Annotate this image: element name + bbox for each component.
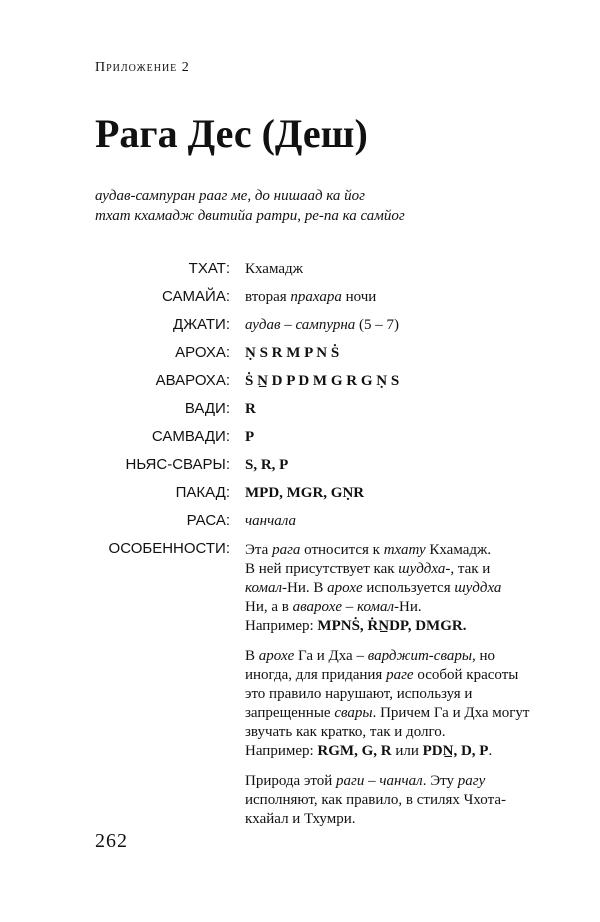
value-aroha: Ṇ S R M P N Ṡ	[245, 345, 340, 361]
features-paragraph-1: Эта рага относится к тхату Кхамадж. В ней присутствует как шуддха-, так и комал-Ни. В арохе используется шуддха Ни, а в аварохе – комал-Ни. Например: MPNṠ, ṘN̲DP, DMGR.	[245, 542, 502, 634]
label-pakad: ПАКАД:	[175, 484, 230, 501]
value-thaat: Кхамадж	[245, 261, 304, 277]
label-aroha: АРОХА:	[175, 344, 230, 361]
row-samvadi	[95, 424, 255, 450]
row-nyas-svara	[95, 452, 289, 478]
label-avaroha: АВАРОХА:	[155, 372, 230, 389]
label-jati: ДЖАТИ:	[173, 316, 230, 333]
label-samaya: САМАЙА:	[162, 288, 230, 305]
label-vadi: ВАДИ:	[184, 400, 230, 417]
row-vadi	[95, 396, 256, 422]
row-pakad	[95, 480, 365, 506]
row-features	[95, 536, 230, 562]
running-header: Приложение 2	[95, 60, 190, 75]
value-samaya: вторая прахара ночи	[245, 289, 377, 305]
subtitle-line-1: аудав-сампуран рааг ме, до нишаад ка йог	[95, 188, 366, 204]
value-nyas-svara: S, R, P	[245, 457, 289, 473]
subtitle-line-2: тхат кхамадж двитийа ратри, ре-па ка самйог	[95, 208, 405, 224]
value-avaroha: Ṡ N̲ D P D M G R G Ṇ S	[245, 373, 400, 389]
page-number: 262	[95, 830, 128, 852]
row-avaroha	[95, 368, 400, 394]
page-title: Рага Дес (Деш)	[95, 111, 368, 156]
row-aroha	[95, 340, 340, 366]
value-jati: аудав – сампурна (5 – 7)	[245, 317, 400, 333]
row-samaya	[95, 284, 377, 310]
label-thaat: ТХАТ:	[188, 260, 230, 277]
row-rasa	[95, 508, 296, 534]
value-pakad: MPD, MGR, GṆR	[245, 485, 365, 501]
label-features: ОСОБЕННОСТИ:	[108, 540, 230, 557]
value-vadi: R	[245, 401, 256, 417]
label-nyas-svara: НЬЯС-СВАРЫ:	[125, 456, 230, 473]
label-samvadi: САМВАДИ:	[151, 428, 230, 445]
value-samvadi: P	[245, 429, 255, 445]
features-paragraph-3: Природа этой раги – чанчал. Эту рагу исполняют, как правило, в стилях Чхота- кхайал и Тхумри.	[245, 773, 506, 827]
features-paragraph-2: В арохе Га и Дха – варджит-свары, но иногда, для придания раге особой красоты это правило нарушают, используя и запрещенные свары. Причем Га и Дха могут звучать как кратко, так и долго. Например: RGM, G, R или PDN̲, D, P.	[245, 648, 530, 759]
label-rasa: РАСА:	[186, 512, 230, 529]
value-rasa: чанчала	[245, 513, 296, 529]
subtitle	[95, 186, 405, 226]
row-jati	[95, 312, 400, 338]
row-thaat	[95, 256, 304, 282]
features-description	[245, 541, 535, 840]
